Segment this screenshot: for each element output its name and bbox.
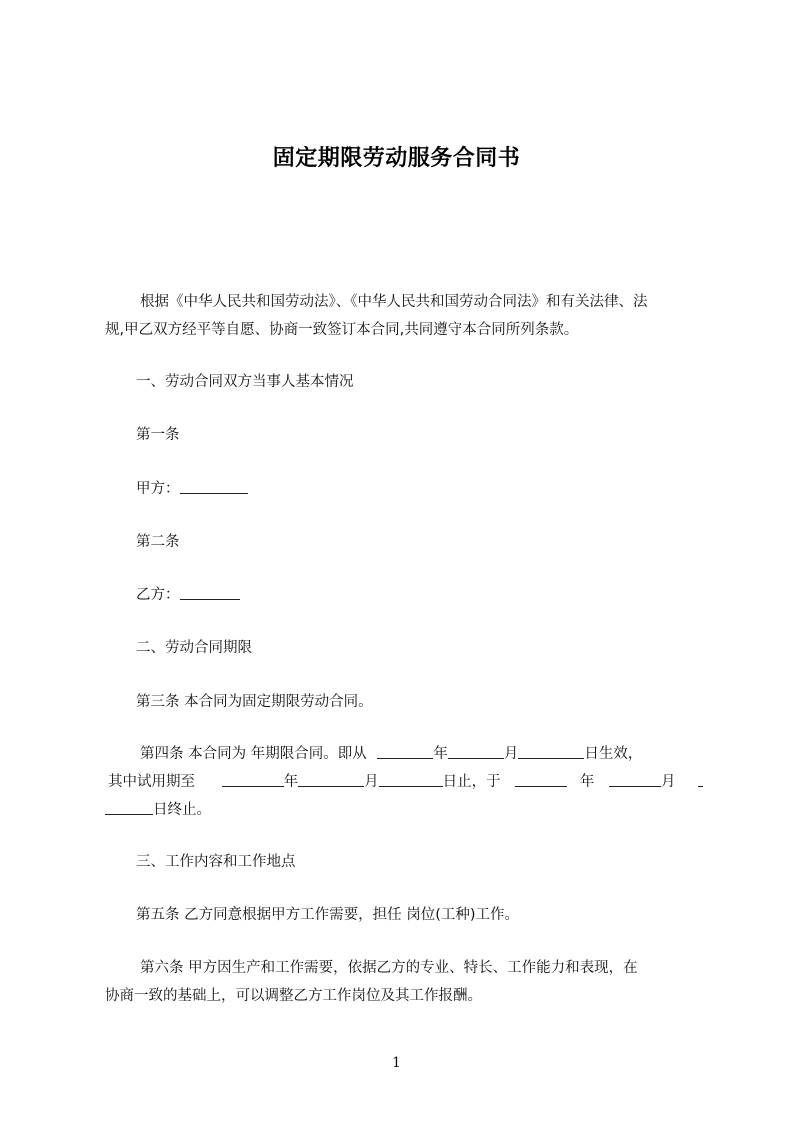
end-day-blank-start — [698, 771, 703, 787]
end-year-blank — [515, 771, 567, 787]
start-month-blank — [448, 743, 504, 759]
article-3: 第三条 本合同为固定期限劳动合同。 — [136, 694, 373, 710]
start-year-blank — [377, 743, 433, 759]
effective-label: 日生效， — [584, 746, 643, 762]
article-6-line-2: 协商一致的基础上，可以调整乙方工作岗位及其工作报酬。 — [105, 988, 482, 1004]
probation-label: 其中试用期至 — [108, 774, 195, 790]
party-a-line — [136, 477, 248, 501]
probation-year-blank — [222, 771, 284, 787]
party-b-blank — [180, 584, 240, 600]
section-3-heading: 三、工作内容和工作地点 — [136, 854, 296, 870]
party-a-label: 甲方： — [136, 481, 180, 497]
section-1-heading: 一、劳动合同双方当事人基本情况 — [136, 374, 354, 390]
probation-month-blank — [298, 771, 364, 787]
article-1: 第一条 — [136, 427, 180, 443]
article-5: 第五条 乙方同意根据甲方工作需要，担任 岗位(工种)工作。 — [136, 907, 520, 923]
termination-label: 日终止。 — [153, 802, 211, 818]
section-2-heading: 二、劳动合同期限 — [136, 640, 252, 656]
probation-day-blank — [379, 771, 443, 787]
probation-end-label: 日止，于 — [442, 774, 501, 790]
end-day-blank — [105, 799, 153, 815]
article-4-line-1 — [140, 742, 642, 766]
start-day-blank — [518, 743, 584, 759]
end-month-blank — [609, 771, 661, 787]
intro-line-1: 根据《中华人民共和国劳动法》、《中华人民共和国劳动合同法》和有关法律、法 — [140, 294, 648, 310]
month-label: 月 — [364, 774, 379, 790]
month-label: 月 — [660, 774, 676, 790]
page-number: 1 — [392, 1055, 401, 1071]
article-4-intro: 第四条 本合同为 年期限合同。即从 — [140, 746, 367, 762]
intro-line-2: 规,甲乙双方经平等自愿、协商一致签订本合同,共同遵守本合同所列条款。 — [105, 322, 579, 338]
month-label: 月 — [503, 746, 519, 762]
party-b-line — [136, 583, 240, 607]
party-b-label: 乙方： — [136, 587, 180, 603]
article-4-line-2 — [108, 770, 703, 794]
year-label: 年 — [433, 746, 448, 762]
year-label: 年 — [579, 774, 595, 790]
article-6-line-1: 第六条 甲方因生产和工作需要，依据乙方的专业、特长、工作能力和表现，在 — [140, 960, 638, 976]
article-2: 第二条 — [136, 534, 180, 550]
party-a-blank — [180, 478, 248, 494]
year-label: 年 — [283, 774, 299, 790]
document-title: 固定期限劳动服务合同书 — [272, 146, 521, 171]
article-4-line-3 — [105, 798, 211, 822]
